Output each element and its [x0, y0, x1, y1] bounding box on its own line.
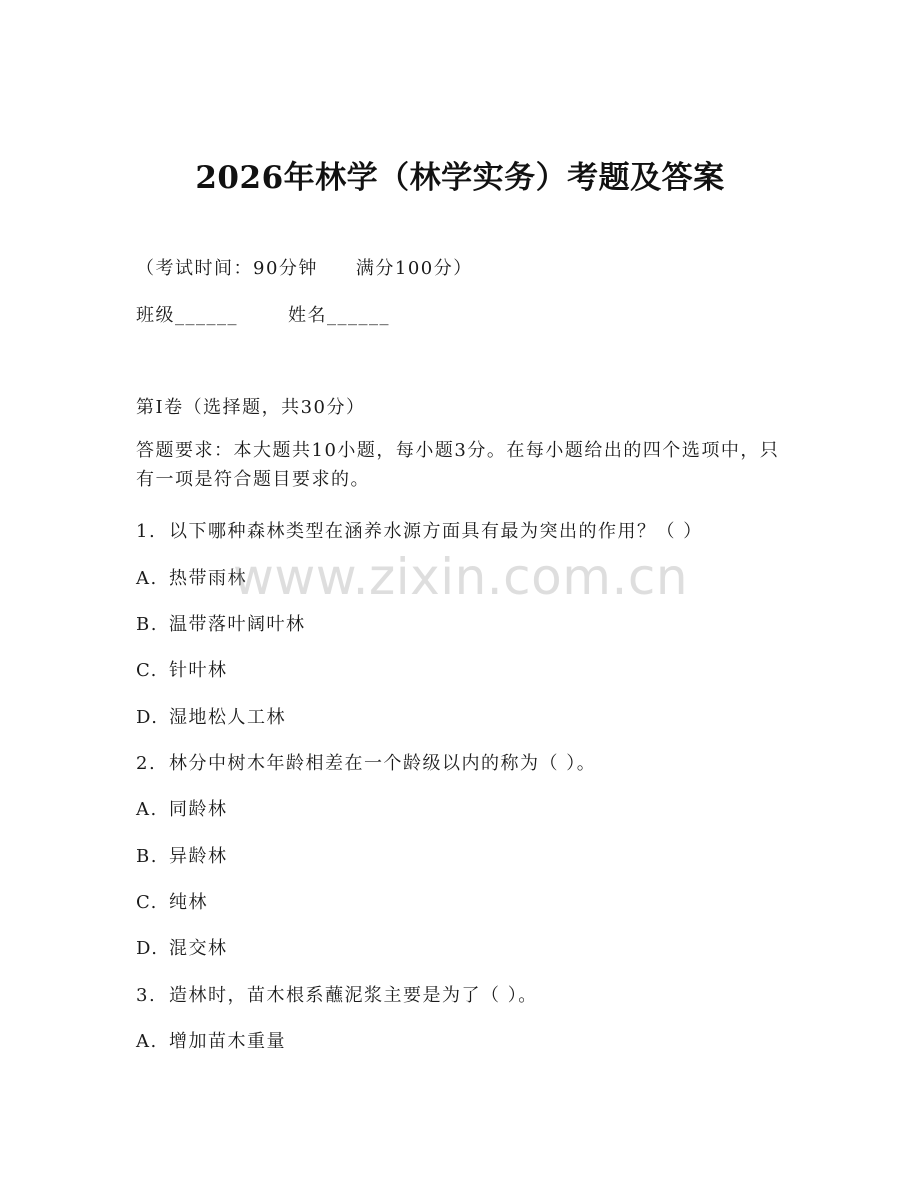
question-3-option-a — [136, 1027, 286, 1053]
class-field: 班级______ — [136, 305, 238, 326]
option-text: 纯林 — [169, 892, 208, 913]
question-3 — [136, 981, 538, 1007]
question-number: 1. — [136, 521, 157, 542]
option-letter: A. — [136, 568, 158, 589]
name-field: 姓名______ — [288, 305, 390, 326]
option-letter: B. — [136, 614, 158, 635]
question-2-option-c — [136, 888, 208, 914]
option-letter: C. — [136, 660, 158, 681]
option-text: 温带落叶阔叶林 — [169, 614, 306, 635]
option-letter: D. — [136, 707, 159, 728]
question-text: 林分中树木年龄相差在一个龄级以内的称为（ ）。 — [169, 753, 597, 774]
option-text: 热带雨林 — [169, 568, 247, 589]
exam-full-score: 满分100分） — [355, 258, 473, 279]
question-text: 造林时，苗木根系蘸泥浆主要是为了（ ）。 — [169, 985, 538, 1006]
option-text: 针叶林 — [169, 660, 228, 681]
question-number: 3. — [136, 985, 157, 1006]
option-letter: D. — [136, 938, 159, 959]
watermark: www.zixin.com.cn — [233, 548, 689, 606]
section-instructions: 答题要求：本大题共10小题，每小题3分。在每小题给出的四个选项中，只有一项是符合题目要求的。 — [136, 440, 780, 490]
option-text: 混交林 — [169, 938, 228, 959]
question-1-option-d — [136, 703, 286, 729]
option-text: 同龄林 — [169, 799, 228, 820]
document-title: 2026年林学（林学实务）考题及答案 — [195, 160, 725, 196]
option-text: 异龄林 — [169, 846, 228, 867]
option-letter: C. — [136, 892, 158, 913]
section-heading: 第I卷（选择题，共30分） — [136, 397, 366, 418]
student-fields — [136, 301, 390, 327]
question-2-option-d — [136, 934, 228, 960]
option-text: 增加苗木重量 — [169, 1031, 286, 1052]
exam-info — [136, 254, 473, 280]
question-number: 2. — [136, 753, 157, 774]
exam-time: （考试时间：90分钟 — [136, 258, 318, 279]
question-1-option-b — [136, 610, 306, 636]
question-text: 以下哪种森林类型在涵养水源方面具有最为突出的作用？（ ） — [169, 521, 703, 542]
question-2-option-b — [136, 842, 228, 868]
question-1-option-a — [136, 564, 247, 590]
question-1-option-c — [136, 656, 228, 682]
option-letter: A. — [136, 1031, 158, 1052]
question-2 — [136, 749, 596, 775]
question-1 — [136, 517, 703, 543]
option-letter: A. — [136, 799, 158, 820]
option-letter: B. — [136, 846, 158, 867]
question-2-option-a — [136, 795, 228, 821]
option-text: 湿地松人工林 — [169, 707, 286, 728]
